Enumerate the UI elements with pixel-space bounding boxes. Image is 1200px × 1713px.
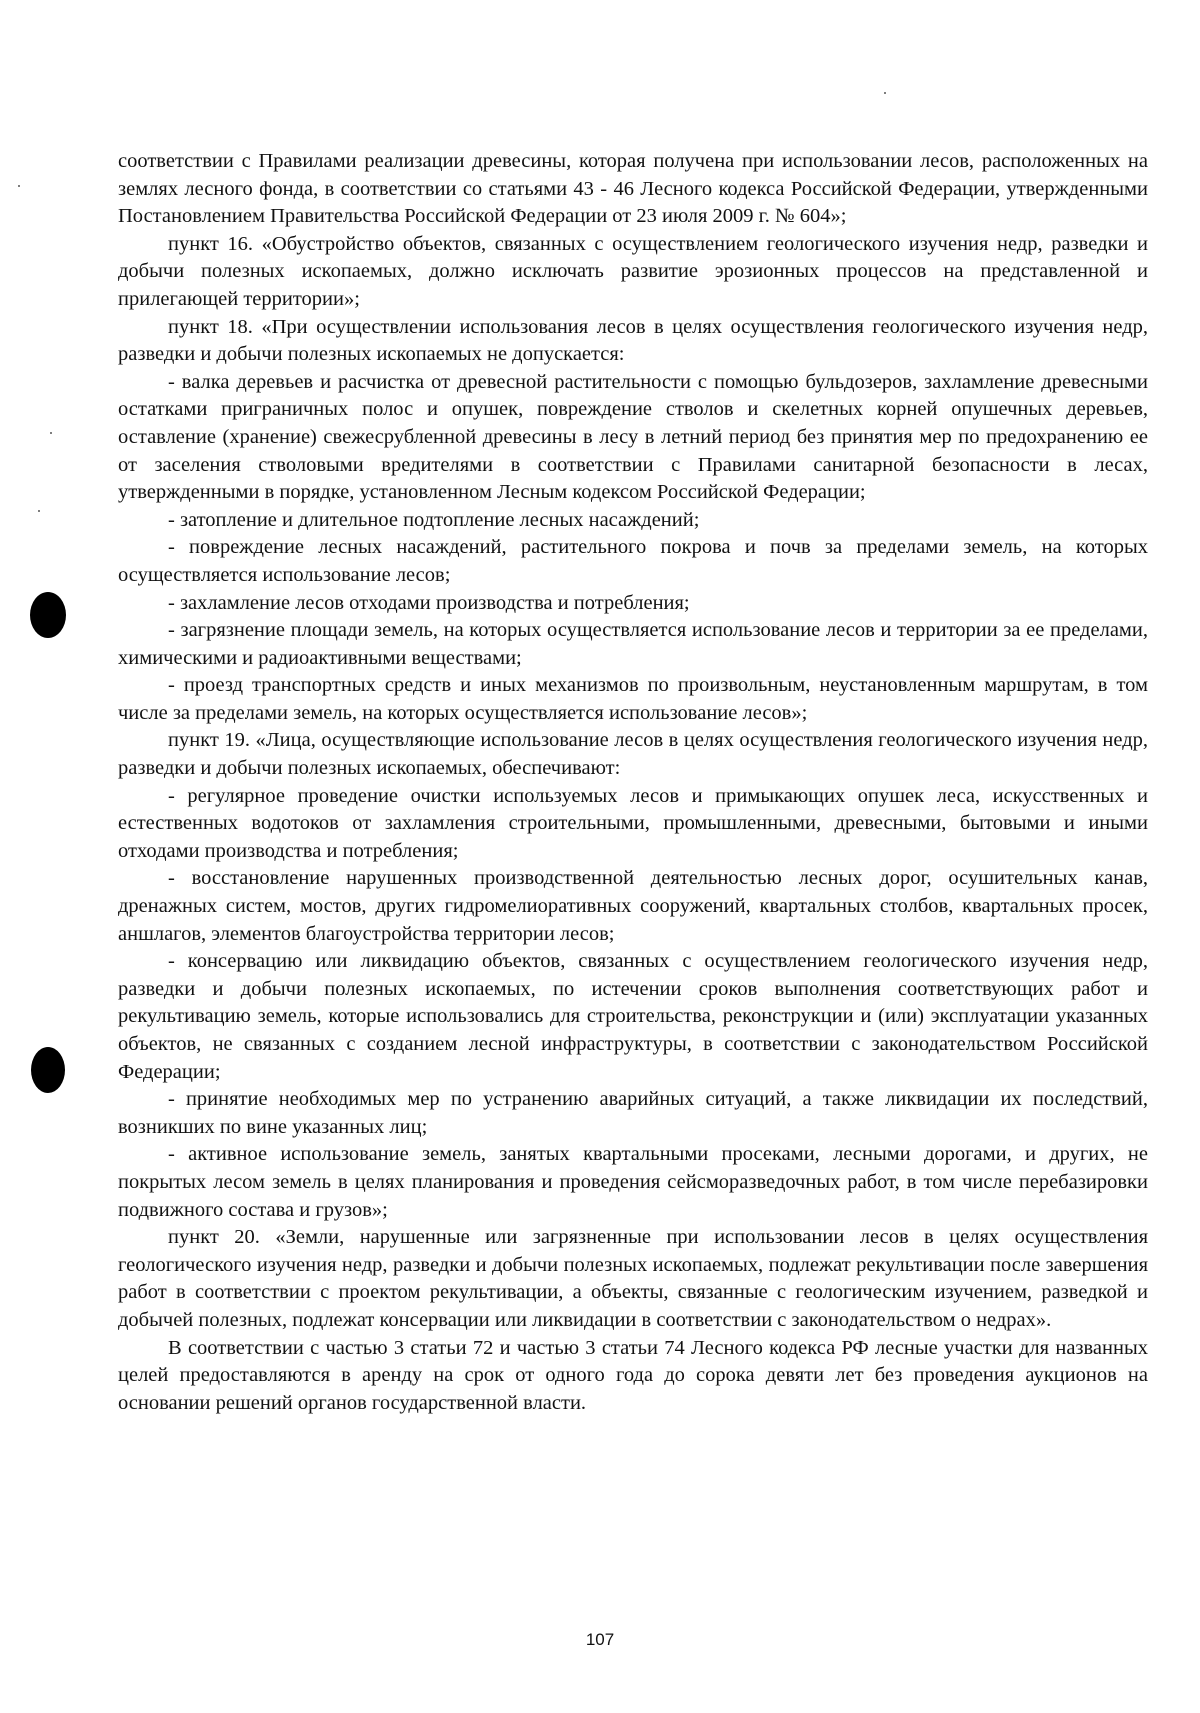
- paragraph: - принятие необходимых мер по устранению аварийных ситуаций, а также ликвидации их последствий, возникших по вине указанных лиц;: [118, 1088, 1148, 1138]
- paragraph: пункт 16. «Обустройство объектов, связанных с осуществлением геологического изучения недр, разведки и добычи полезных ископаемых, должно исключать развитие эрозионных процессов на представленной и прилегающей территории»;: [118, 232, 1148, 310]
- paragraph: пункт 19. «Лица, осуществляющие использование лесов в целях осуществления геологического изучения недр, разведки и добычи полезных ископаемых, обеспечивают:: [118, 729, 1148, 780]
- paragraph: - захламление лесов отходами производства и потребления;: [168, 591, 690, 614]
- punch-hole-top: [30, 592, 66, 638]
- body-text: [118, 148, 1148, 1417]
- paragraph: пункт 18. «При осуществлении использования лесов в целях осуществления геологического изучения недр, разведки и добычи полезных ископаемых не допускается:: [118, 315, 1148, 366]
- scan-speck: [18, 185, 20, 187]
- paragraph: - затопление и длительное подтопление лесных насаждений;: [168, 508, 700, 531]
- paragraph: пункт 20. «Земли, нарушенные или загрязненные при использовании лесов в целях осуществления геологического изучения недр, разведки и добычи полезных ископаемых, подлежат рекультивации после завершения работ в соответствии с проектом рекультивации, а объекты, связанные с геологическим изучением, разведкой и добычей полезных, подлежат консервации или ликвидации в соответствии с законодательством о недрах».: [118, 1226, 1148, 1331]
- paragraph: - валка деревьев и расчистка от древесной растительности с помощью бульдозеров, захламление древесными остатками приграничных полос и опушек, повреждение стволов и скелетных корней опушечных деревьев, оставление (хранение) свежесрубленной древесины в лесу в летний период без принятия мер по предохранению ее от заселения стволовыми вредителями в соответствии с Правилами санитарной безопасности в лесах, утвержденными в порядке, установленном Лесным кодексом Российской Федерации;: [118, 370, 1148, 504]
- paragraph: В соответствии с частью 3 статьи 72 и частью 3 статьи 74 Лесного кодекса РФ лесные участки для названных целей предоставляются в аренду на срок от одного года до сорока девяти лет без проведения аукционов на основании решений органов государственной власти.: [118, 1336, 1148, 1414]
- paragraph: - повреждение лесных насаждений, растительного покрова и почв за пределами земель, на которых осуществляется использование лесов;: [118, 536, 1148, 586]
- page-number: 107: [585, 1630, 615, 1649]
- paragraph: - регулярное проведение очистки используемых лесов и примыкающих опушек леса, искусственных и естественных водотоков от захламления строительными, промышленными, древесными, бытовыми и иными отходами производства и потребления;: [118, 784, 1148, 862]
- paragraph: - восстановление нарушенных производственной деятельностью лесных дорог, осушительных канав, дренажных систем, мостов, других гидромелиоративных сооружений, квартальных столбов, квартальных просек, аншлагов, элементов благоустройства территории лесов;: [118, 867, 1148, 945]
- scan-speck: [50, 432, 52, 434]
- punch-hole-bottom: [31, 1047, 65, 1093]
- scan-speck: [884, 92, 886, 94]
- paragraph: - консервацию или ликвидацию объектов, связанных с осуществлением геологического изучения недр, разведки и добычи полезных ископаемых, по истечении сроков выполнения соответствующих работ и рекультивацию земель, которые использовались для строительства, реконструкции и (или) эксплуатации указанных объектов, не связанных с созданием лесной инфраструктуры, в соответствии с законодательством Российской Федерации;: [118, 950, 1148, 1083]
- paragraph: - проезд транспортных средств и иных механизмов по произвольным, неустановленным маршрутам, в том числе за пределами земель, на которых осуществляется использование лесов»;: [118, 674, 1148, 724]
- paragraph: - активное использование земель, занятых квартальными просеками, лесными дорогами, и других, не покрытых лесом земель в целях планирования и проведения сейсморазведочных работ, в том числе перебазировки подвижного состава и грузов»;: [118, 1143, 1148, 1221]
- paragraph: - загрязнение площади земель, на которых осуществляется использование лесов и территории за ее пределами, химическими и радиоактивными веществами;: [118, 619, 1148, 669]
- paragraph: соответствии с Правилами реализации древесины, которая получена при использовании лесов, расположенных на землях лесного фонда, в соответствии со статьями 43 - 46 Лесного кодекса Российской Федерации, утвержденными Постановлением Правительства Российской Федерации от 23 июля 2009 г. № 604»;: [118, 150, 1148, 228]
- scan-speck: [38, 510, 40, 512]
